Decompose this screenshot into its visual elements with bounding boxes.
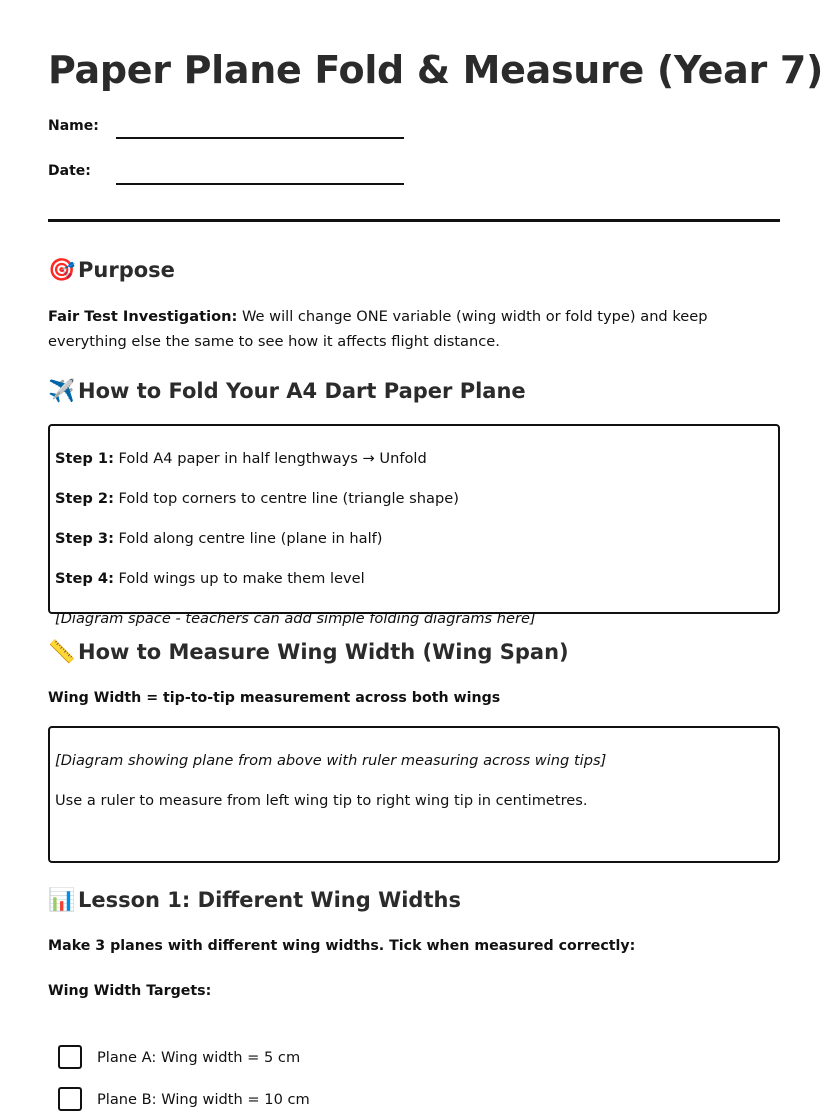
folding-heading xyxy=(48,379,526,404)
step-4-label: Step 4: xyxy=(55,570,114,587)
purpose-heading xyxy=(48,258,175,283)
plane-a-label: Plane A: Wing width = 5 cm xyxy=(97,1048,301,1066)
step-2-text: Fold top corners to centre line (triangle shape) xyxy=(113,490,459,507)
step-4 xyxy=(55,570,365,587)
measuring-diagram-note: [Diagram showing plane from above with ruler measuring across wing tips] xyxy=(55,752,607,769)
plane-b-label: Plane B: Wing width = 10 cm xyxy=(97,1090,310,1108)
plane-b-checkbox[interactable] xyxy=(58,1087,82,1111)
bar-chart-icon: 📊 xyxy=(48,888,76,913)
purpose-heading-text: Purpose xyxy=(78,258,175,282)
folding-heading-text: How to Fold Your A4 Dart Paper Plane xyxy=(78,379,526,403)
lesson1-heading-text: Lesson 1: Different Wing Widths xyxy=(78,888,461,912)
step-3-label: Step 3: xyxy=(55,530,114,547)
step-1-label: Step 1: xyxy=(55,450,114,467)
wing-width-definition: Wing Width = tip-to-tip measurement across both wings xyxy=(48,690,501,706)
step-2-label: Step 2: xyxy=(55,490,114,507)
lesson1-heading xyxy=(48,888,461,913)
name-field[interactable] xyxy=(116,137,404,139)
measuring-heading-text: How to Measure Wing Width (Wing Span) xyxy=(78,640,569,664)
step-3-text: Fold along centre line (plane in half) xyxy=(113,530,383,547)
airplane-icon: ✈️ xyxy=(48,379,76,404)
target-item-plane-b xyxy=(58,1087,310,1111)
page-title: Paper Plane Fold & Measure (Year 7) xyxy=(48,48,824,92)
date-label: Date: xyxy=(48,163,91,179)
step-4-text: Fold wings up to make them level xyxy=(113,570,365,587)
step-1 xyxy=(55,450,427,467)
purpose-body: We will change ONE variable (wing width or fold type) and keep everything else the same to see how it affects flight distance. xyxy=(48,308,708,350)
folding-diagram-note: [Diagram space - teachers can add simple folding diagrams here] xyxy=(55,610,536,627)
purpose-lead: Fair Test Investigation: xyxy=(48,308,238,325)
measuring-instruction: Use a ruler to measure from left wing tip to right wing tip in centimetres. xyxy=(55,792,588,809)
measuring-heading xyxy=(48,640,569,665)
wing-width-targets-label: Wing Width Targets: xyxy=(48,983,212,999)
header-divider xyxy=(48,219,780,222)
step-2 xyxy=(55,490,459,507)
name-label: Name: xyxy=(48,118,99,134)
step-3 xyxy=(55,530,382,547)
step-1-text: Fold A4 paper in half lengthways → Unfold xyxy=(113,450,427,467)
ruler-icon: 📏 xyxy=(48,640,76,665)
plane-a-checkbox[interactable] xyxy=(58,1045,82,1069)
target-icon: 🎯 xyxy=(48,258,76,283)
date-field[interactable] xyxy=(116,183,404,185)
lesson1-instruction: Make 3 planes with different wing widths. Tick when measured correctly: xyxy=(48,938,636,954)
purpose-text xyxy=(48,304,778,354)
target-item-plane-a xyxy=(58,1045,300,1069)
